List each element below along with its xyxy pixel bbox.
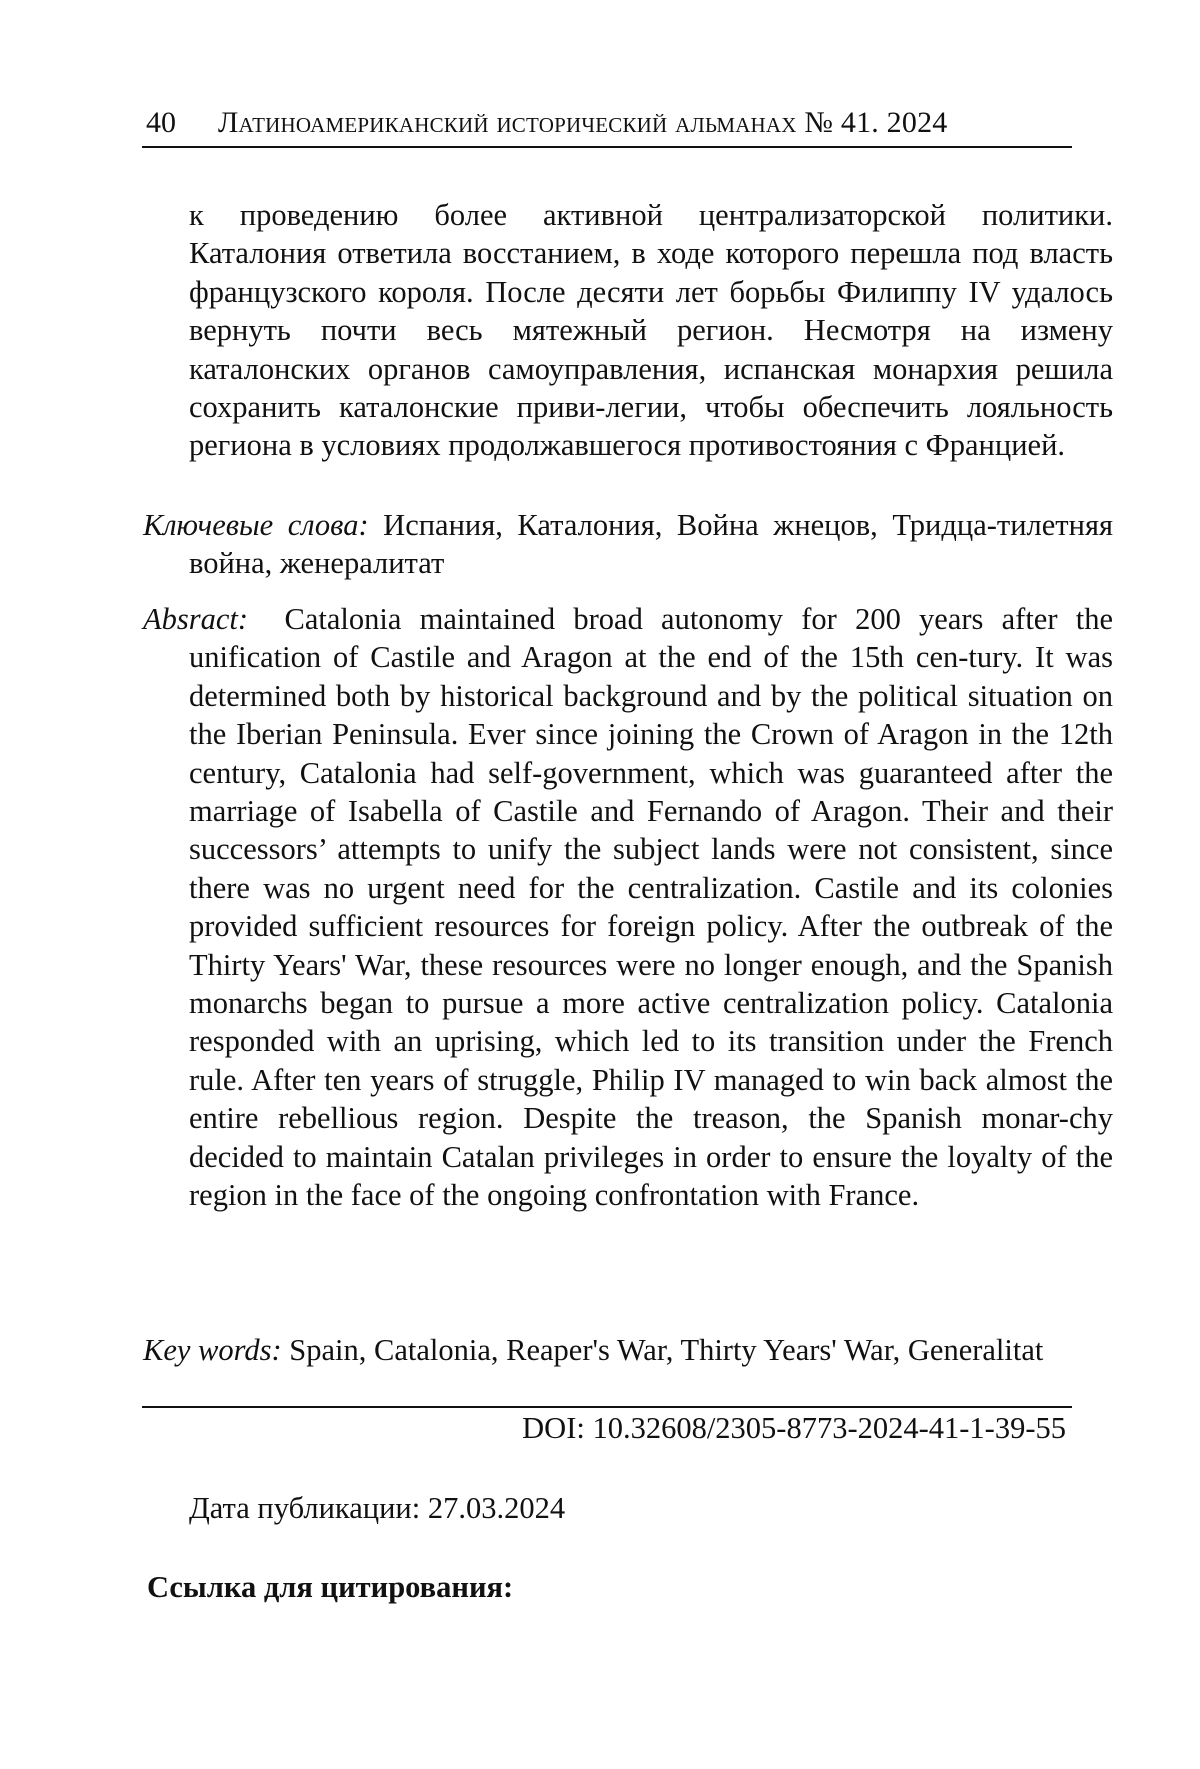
russian-keywords-text: Испания, Каталония, Война жнецов, Тридца-тилетняя война, женералитат [189, 508, 1114, 581]
running-header [142, 104, 1072, 148]
citation-heading: Ссылка для цитирования: [147, 1570, 514, 1604]
page-number: 40 [146, 106, 176, 139]
journal-issue: № 41. 2024 [804, 106, 948, 139]
divider-line [142, 1406, 1072, 1408]
doi: DOI: 10.32608/2305-8773-2024-41-1-39-55 [522, 1411, 1066, 1445]
journal-name: Латиноамериканский исторический альманах [218, 106, 797, 139]
english-keywords-text: Spain, Catalonia, Reaper's War, Thirty Years' War, Generalitat [289, 1333, 1044, 1367]
english-abstract [143, 600, 1113, 1215]
english-abstract-label: Absract: [143, 602, 249, 636]
english-keywords [143, 1331, 1113, 1369]
english-keywords-label: Key words: [143, 1333, 282, 1367]
english-abstract-text: Catalonia maintained broad autonomy for 200 years after the unification of Castile and Aragon at the end of the 15th cen-tury. It was determined both by historical background and by the political situation on the Iberian Peninsula. Ever since joining the Crown of Aragon in the 12th century, Catalonia had self-government, which was guaranteed after the marriage of Isabella of Castile and Fernando of Aragon. Their and their successors’ attempts to unify the subject lands were not consistent, since there was no urgent need for the centralization. Castile and its colonies provided sufficient resources for foreign policy. After the outbreak of the Thirty Years' War, these resources were no longer enough, and the Spanish monarchs began to pursue a more active centralization policy. Catalonia responded with an uprising, which led to its transition under the French rule. After ten years of struggle, Philip IV managed to win back almost the entire rebellious region. Despite the treason, the Spanish monar-chy decided to maintain Catalan privileges in order to ensure the loyalty of the region in the face of the ongoing confrontation with France. [189, 602, 1113, 1213]
journal-title [218, 106, 947, 140]
russian-abstract-continuation: к проведению более активной централизаторской политики. Каталония ответила восстанием, в ходе которого перешла под власть французского короля. После десяти лет борьбы Филиппу IV удалось вернуть почти весь мятежный регион. Несмотря на измену каталонских органов самоуправления, испанская монархия решила сохранить каталонские приви-легии, чтобы обеспечить лояльность региона в условиях продолжавшегося противостояния с Францией. [189, 198, 1113, 463]
publication-date: Дата публикации: 27.03.2024 [189, 1491, 566, 1525]
russian-keywords-label: Ключевые слова: [143, 508, 369, 542]
russian-keywords [143, 506, 1113, 583]
